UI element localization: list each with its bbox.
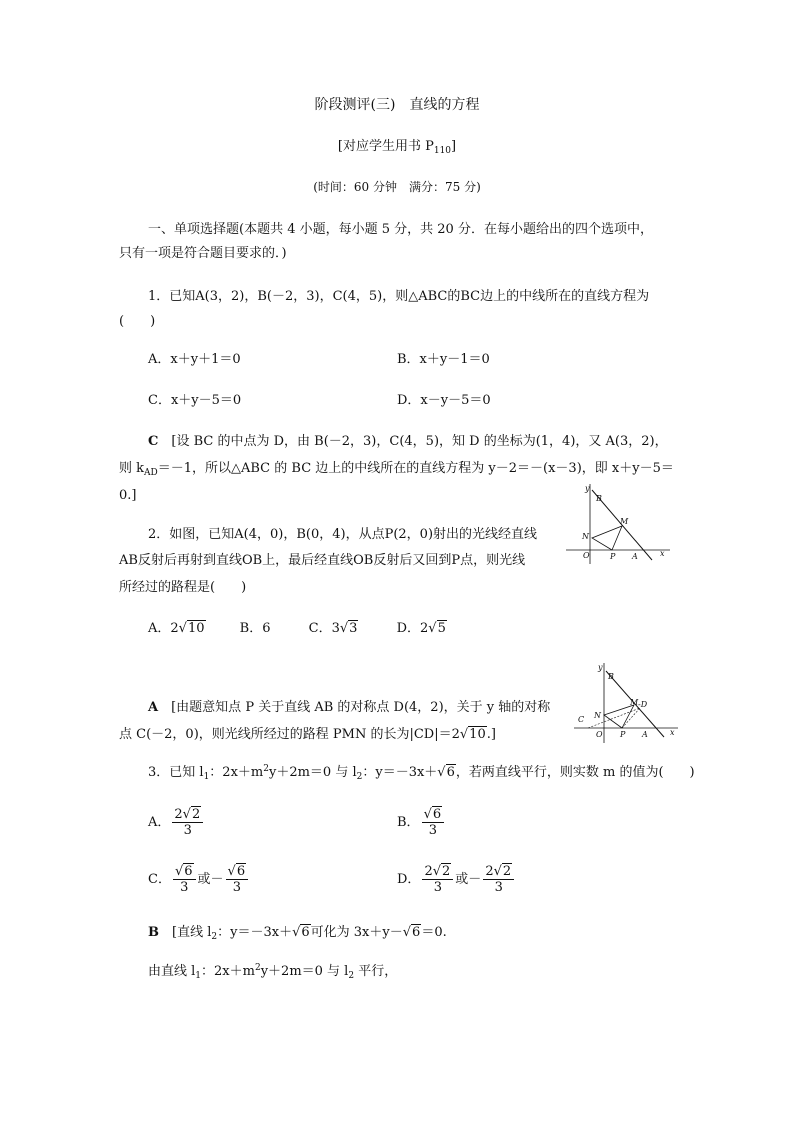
q1-stem-line2: ( ) [119, 314, 156, 329]
q1-stem-line1: 1．已知A(3，2)，B(－2，3)，C(4，5)，则△ABC的BC边上的中线所在的直线方程为 [148, 289, 650, 304]
q1-solution-line3: 0.] [119, 488, 137, 503]
fig1-label: B [596, 494, 602, 503]
light-path [604, 705, 634, 728]
q1-answer: C [148, 434, 159, 449]
q3-option-b: B． $\frac{√6}{3}$ [397, 807, 446, 838]
fig2-label: A [642, 730, 648, 739]
q2-options [148, 621, 447, 637]
fig2-label: N [594, 711, 601, 720]
q1-option-d: D．x－y－5＝0 [397, 393, 491, 408]
q1-option-a: A．x＋y＋1＝0 [148, 352, 241, 367]
fig2-label: -D [638, 700, 648, 709]
fig2-label: B [608, 672, 614, 681]
fig1-label: x [660, 549, 665, 558]
section-intro-line2: 只有一项是符合题目要求的．) [119, 246, 287, 261]
book-reference: [对应学生用书 $P_{110}$] [337, 139, 457, 156]
q2-option-a: A．2√10 [148, 621, 205, 636]
time-info: (时间：60 分钟 满分：75 分) [313, 180, 481, 194]
q3-option-a: A． $\frac{2√2}{3}$ [148, 807, 205, 838]
fig2-label: x [670, 728, 675, 737]
fig2-label: O [596, 730, 603, 739]
q3-option-c: C． $\frac{√6}{3}$ 或－ $\frac{√6}{3}$ [148, 864, 250, 895]
q2-solution-figure [574, 659, 684, 745]
q2-solution-line2: 点 C(－2，0)，则光线所经过的路程 PMN 的长为|CD|＝2√10.] [119, 727, 496, 742]
q2-answer: A [148, 700, 159, 715]
q3-answer: B [148, 925, 159, 940]
q1-option-c: C．x＋y－5＝0 [148, 393, 242, 408]
section-intro-line1: 一、单项选择题(本题共 4 小题，每小题 5 分，共 20 分．在每小题给出的四个选项中， [148, 222, 653, 237]
fig1-label: M [620, 517, 629, 526]
q2-option-b: B．6 [239, 621, 271, 636]
q2-option-c: C．3√3 [308, 621, 358, 636]
q2-solution-line1: A [由题意知点 P 关于直线 AB 的对称点 D(4，2)，关于 y 轴的对称 [148, 700, 551, 715]
fig1-label: O [583, 551, 590, 560]
light-path [592, 526, 622, 550]
fig2-label: C [578, 715, 585, 724]
q3-option-d: D． $\frac{2√2}{3}$ 或－ $\frac{2√2}{3}$ [397, 864, 516, 895]
q2-stem-line3: 所经过的路程是( ) [119, 580, 247, 595]
page-title: 阶段测评(三) 直线的方程 [314, 97, 480, 113]
q1-option-b: B．x＋y－1＝0 [397, 352, 490, 367]
q1-solution-line2: 则 $k_{AD}=-1$，所以△ABC 的 BC 边上的中线所在的直线方程为 y－2＝－(x－3)，即 x＋y－5＝ [119, 461, 674, 478]
q3-solution-line2: 由直线 $l_1$：$2x+m^2y+2m=0$ 与 $l_2$ 平行， [148, 963, 398, 981]
q2-option-d: D．2√5 [396, 621, 446, 636]
q3-solution-line1: B [直线 $l_2$：y＝－3x＋√6可化为 3x＋y－√6＝0. [148, 925, 447, 942]
fig2-label: P [620, 730, 626, 739]
q2-figure [566, 484, 674, 570]
q2-stem-line2: AB反射后再射到直线OB上，最后经直线OB反射后又回到P点，则光线 [119, 553, 526, 568]
fig1-label: y [585, 484, 590, 493]
fig2-label: M [630, 698, 639, 707]
fig2-label: y [598, 663, 603, 672]
fig1-label: P [610, 552, 616, 561]
fig1-label: N [582, 532, 589, 541]
fig1-label: A [632, 552, 638, 561]
q3-stem: 3．已知 $l_1$：$2x+m^2y+2m=0$ 与 $l_2$：y＝－3x＋√6，若两直线平行，则实数 m 的值为( ) [148, 764, 695, 782]
q2-stem-line1: 2．如图，已知A(4，0)，B(0，4)，从点P(2，0)射出的光线经直线 [148, 527, 538, 542]
q1-solution-line1: C [设 BC 的中点为 D，由 B(－2，3)，C(4，5)，知 D 的坐标为(1，4)，又 A(3，2)， [148, 434, 668, 449]
